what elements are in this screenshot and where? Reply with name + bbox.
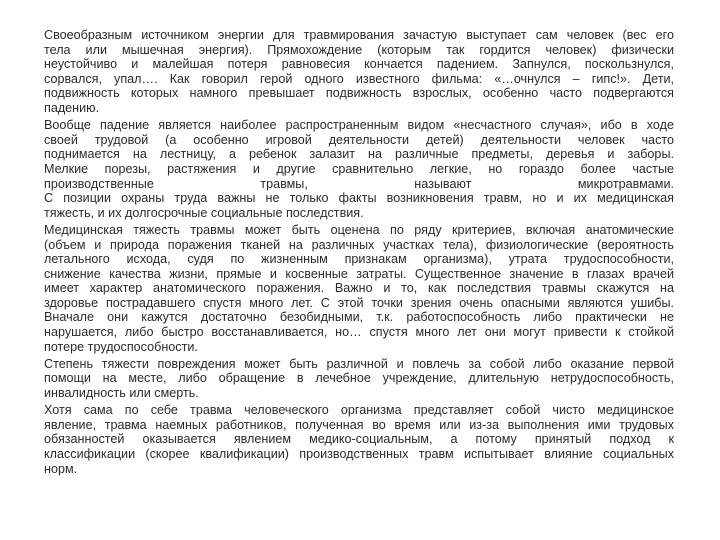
- text-line: снижение качества жизни, прямые и косвенные затраты. Существенное значение в глазах врачей: [44, 266, 674, 281]
- text-line: явление, травма наемных работников, полученная во время или из-за выполнения ими трудовых: [44, 417, 674, 432]
- text-line: неустойчиво и малейшая потеря равновесия кончается падением. Запнулся, поскользнулся,: [44, 57, 674, 72]
- text-line: имеет характер анатомического поражения. Важно и то, как последствия травмы скажутся на: [44, 281, 674, 296]
- paragraph: [44, 403, 674, 476]
- paragraph: [44, 223, 674, 354]
- text-line: Медицинская тяжесть травмы может быть оценена по ряду критериев, включая анатомические: [44, 222, 674, 237]
- text-line: летального исхода, судя по жизненным признакам организма), утрата трудоспособности,: [44, 252, 674, 267]
- text-line: обязанностей оказывается явлением медико-социальным, а потому принятый подход к: [44, 432, 674, 447]
- text-line: норм.: [44, 461, 78, 476]
- text-line: потере трудоспособности.: [44, 339, 198, 354]
- text-line: помощи на месте, либо обращение в лечебное учреждение, длительную нетрудоспособность,: [44, 371, 674, 386]
- paragraph: [44, 118, 674, 220]
- text-line: подвижность которых намного превышает подвижность взрослых, особенно часто подвергаются: [44, 86, 674, 101]
- text-line: классификации (скорее квалификации) производственных травм испытывает влияние социальных: [44, 447, 674, 461]
- text-line: падению.: [44, 100, 100, 115]
- text-line: Степень тяжести повреждения может быть различной и повлечь за собой либо оказание первой: [44, 356, 674, 371]
- text-line: Хотя сама по себе травма человеческого организма представляет собой чисто медицинское: [44, 403, 674, 418]
- text-line: Своеобразным источником энергии для травмирования зачастую выступает сам человек (вес его: [44, 28, 674, 42]
- text-line: С позиции охраны труда важны не только факты возникновения травм, но и их медицинская: [44, 191, 674, 206]
- text-line: Мелкие порезы, растяжения и другие сравнительно легкие, но гораздо более частые: [44, 161, 674, 176]
- text-line: здоровье пострадавшего спустя много лет. С этой точки зрения очень опасными являются ушибы.: [44, 295, 674, 310]
- text-line: Вначале они кажутся достаточно безобидными, т.к. работоспособность либо практически не: [44, 310, 674, 325]
- text-line: Вообще падение является наиболее распространенным видом «несчастного случая», ибо в ходе: [44, 118, 674, 133]
- text-line: нарушается, либо быстро восстанавливается, но… спустя много лет они могут привести к стойкой: [44, 325, 674, 340]
- text-line: своей трудовой (а особенно игровой деятельности детей) деятельности человек часто: [44, 132, 674, 147]
- document-body: [44, 28, 674, 479]
- text-line: инвалидность или смерть.: [44, 386, 199, 401]
- paragraph: [44, 357, 674, 401]
- text-line: тела или мышечная энергия). Прямохождение (которым так гордится человек) физически: [44, 42, 674, 57]
- text-line: (объем и природа поражения тканей на различных участках тела), физиологические (вероятность: [44, 237, 674, 252]
- paragraph: [44, 28, 674, 116]
- text-line: сорвался, упал…. Как говорил герой одного известного фильма: «…очнулся – гипс!». Дети,: [44, 71, 674, 86]
- text-line: поднимается на лестницу, а ребенок залазит на различные предметы, деревья и заборы.: [44, 147, 674, 162]
- text-line: производственные травмы, называют микротравмами.: [44, 176, 674, 191]
- text-line: тяжесть, и их долгосрочные социальные последствия.: [44, 205, 364, 220]
